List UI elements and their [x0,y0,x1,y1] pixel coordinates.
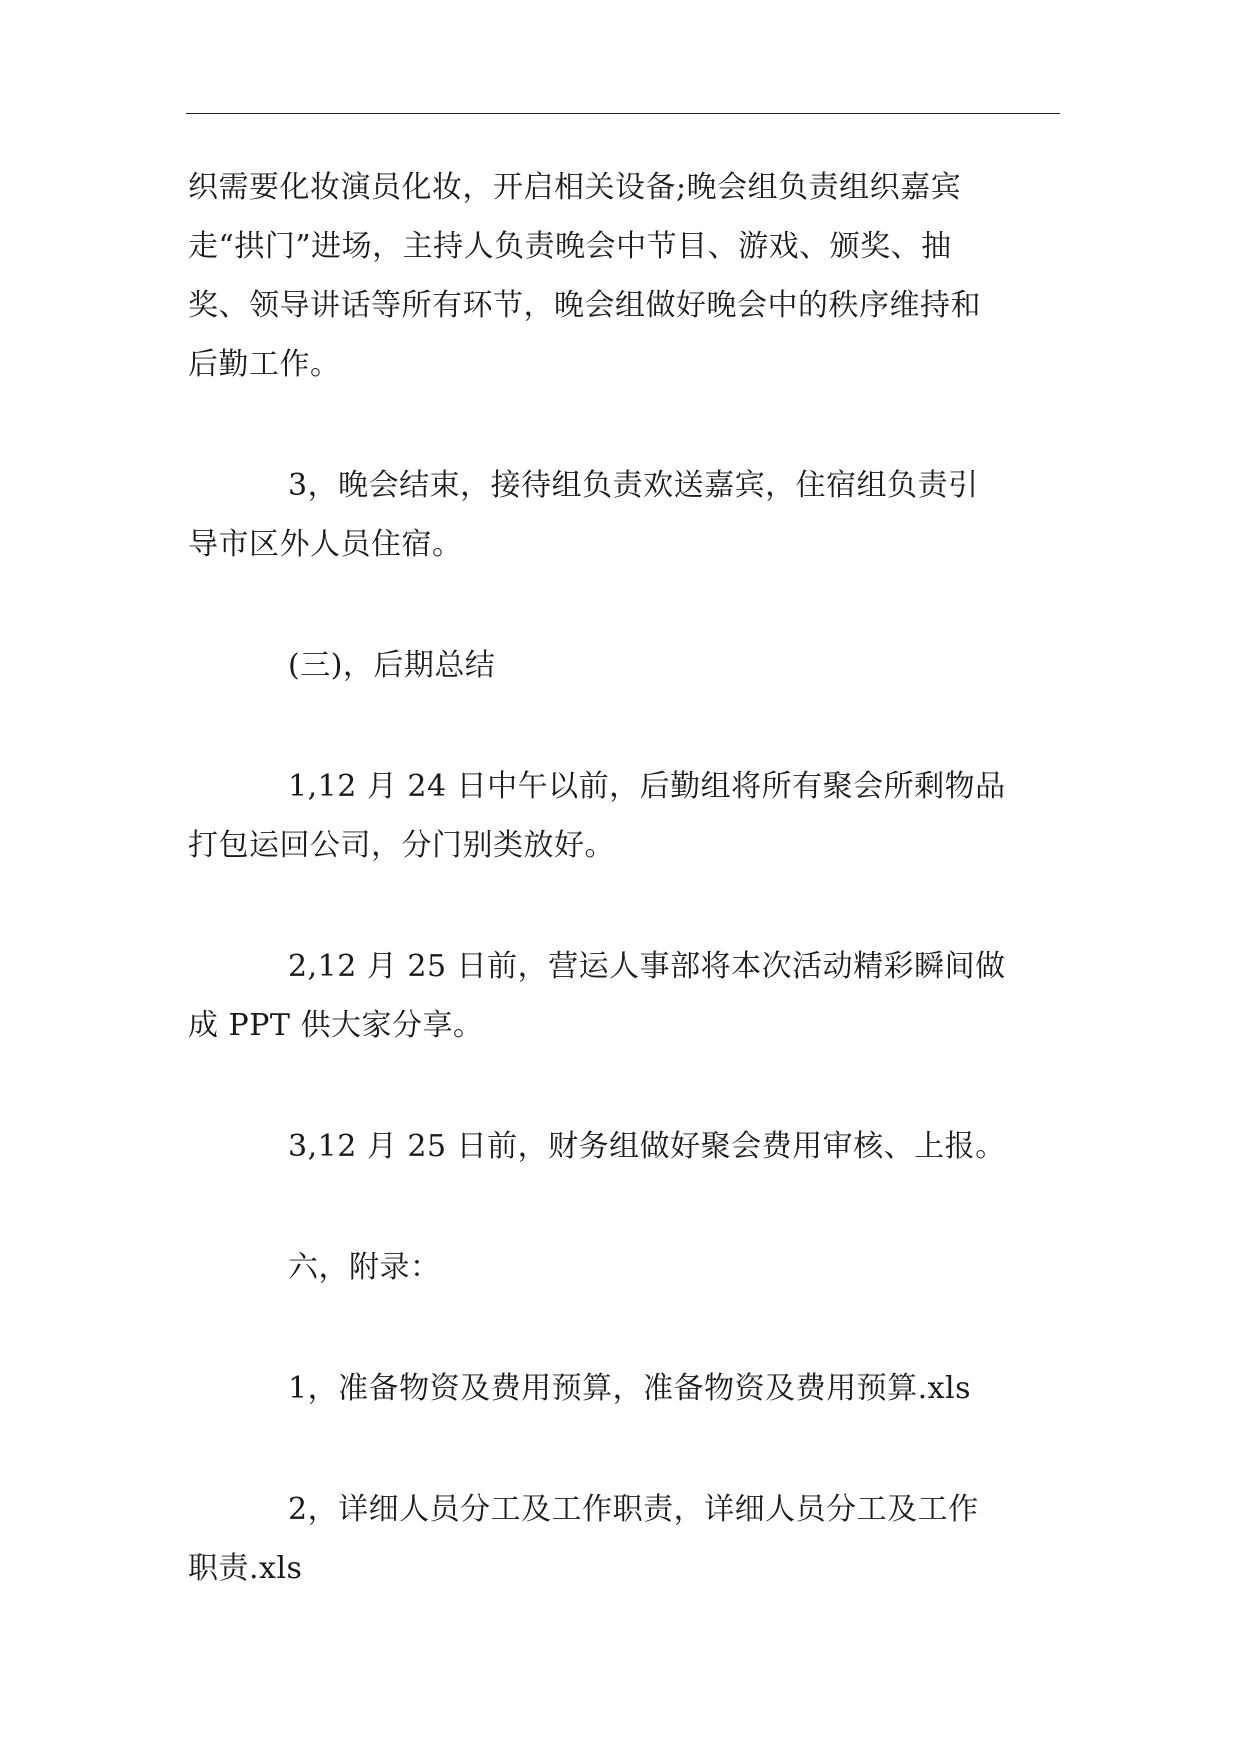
text-line: 打包运回公司，分门别类放好。 [188,828,615,863]
text-line: 2，详细人员分工及工作职责，详细人员分工及工作 [288,1492,979,1527]
text-line: 2,12 月 25 日前，营运人事部将本次活动精彩瞬间做 [288,949,1006,984]
text-line: 职责.xls [188,1551,303,1586]
text-line: 后勤工作。 [188,347,341,382]
paragraph-event-end [188,456,1058,574]
text-line: 织需要化妆演员化妆，开启相关设备;晚会组负责组织嘉宾 [188,170,962,205]
text-line: 3,12 月 25 日前，财务组做好聚会费用审核、上报。 [288,1129,1006,1164]
section-heading-summary [188,636,1058,695]
paragraph-summary-3 [188,1117,1058,1176]
text-line: 奖、领导讲话等所有环节，晚会组做好晚会中的秩序维持和 [188,288,981,323]
text-line: 导市区外人员住宿。 [188,527,463,562]
text-line: 走“拱门”进场，主持人负责晚会中节目、游戏、颁奖、抽 [188,229,952,264]
text-line: 成 PPT 供大家分享。 [188,1008,484,1043]
appendix-item-1 [188,1359,1058,1418]
text-line: (三)，后期总结 [288,648,496,683]
paragraph-summary-1 [188,757,1058,875]
text-line: 1,12 月 24 日中午以前，后勤组将所有聚会所剩物品 [288,769,1006,804]
text-line: 3，晚会结束，接待组负责欢送嘉宾，住宿组负责引 [288,468,979,503]
text-line: 1，准备物资及费用预算，准备物资及费用预算.xls [288,1371,972,1406]
appendix-item-2 [188,1480,1058,1598]
paragraph-continuation [188,158,1058,394]
header-rule [186,113,1060,114]
document-body [188,158,1058,1660]
text-line: 六，附录： [288,1250,441,1285]
paragraph-summary-2 [188,937,1058,1055]
section-heading-appendix [188,1238,1058,1297]
